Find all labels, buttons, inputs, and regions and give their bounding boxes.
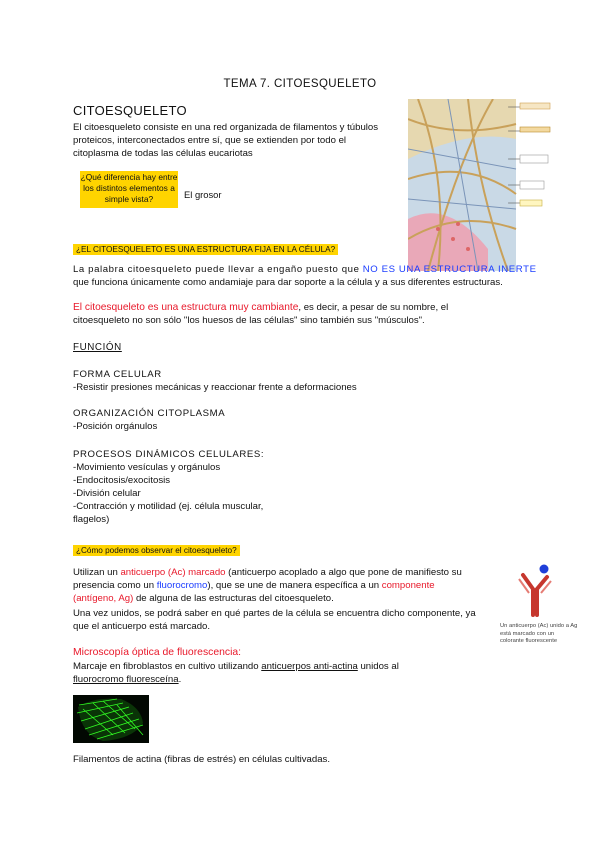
observar-line-2: presencia como un fluorocromo), que se une de manera específica a un componente xyxy=(73,580,435,591)
legend-swatch-2 xyxy=(520,127,550,132)
forma-celular-title: FORMA CELULAR xyxy=(73,369,162,380)
legend-swatch-3 xyxy=(520,155,548,163)
note-question-line-3: simple vista? xyxy=(104,194,154,204)
procesos-title: PROCESOS DINÁMICOS CELULARES: xyxy=(73,449,265,460)
procesos-item-4: -Contracción y motilidad (ej. célula muscular, xyxy=(73,501,264,512)
organizacion-title: ORGANIZACIÓN CITOPLASMA xyxy=(73,408,226,419)
procesos-item-1: -Movimiento vesículas y orgánulos xyxy=(73,462,221,473)
funcion-heading: FUNCIÓN xyxy=(73,342,122,353)
intro-line-3: citoplasma de todas las células eucariotas xyxy=(73,148,253,159)
procesos-item-2: -Endocitosis/exocitosis xyxy=(73,475,171,486)
fija-line-4: citoesqueleto no son sólo "los huesos de las células" sino también sus "músculos". xyxy=(73,315,425,326)
forma-celular-item: -Resistir presiones mecánicas y reaccionar frente a deformaciones xyxy=(73,382,357,393)
observar-line-3: (antígeno, Ag) de alguna de las estructuras del citoesqueleto. xyxy=(73,593,334,604)
observar-question: ¿Cómo podemos observar el citoesqueleto? xyxy=(73,543,240,556)
antibody-caption-line-2: está marcado con un xyxy=(500,630,555,637)
antibody-caption-line-1: Un anticuerpo (Ac) unido a Ag xyxy=(500,623,578,629)
antibody-illustration xyxy=(515,563,555,623)
citoesqueleto-heading: CITOESQUELETO xyxy=(73,103,187,118)
note-answer: El grosor xyxy=(184,189,222,200)
fija-line-2: que funciona únicamente como andamiaje para dar soporte a la célula y a sus diferentes estructuras. xyxy=(73,277,503,288)
legend-swatch-5 xyxy=(520,200,542,206)
procesos-item-3: -División celular xyxy=(73,488,141,499)
observar-line-1: Utilizan un anticuerpo (Ac) marcado (anticuerpo acoplado a algo que pone de manifiesto su xyxy=(73,567,462,578)
note-question-line-1: ¿Qué diferencia hay entre xyxy=(80,172,178,182)
note-question-box xyxy=(80,171,178,208)
intro-line-2: proteicos, interconectados entre sí, que se extienden por todo el xyxy=(73,135,347,146)
antibody-caption xyxy=(500,623,577,646)
page-title: TEMA 7. CITOESQUELETO xyxy=(223,78,377,90)
observar-line-5: que el anticuerpo está marcado. xyxy=(73,621,211,632)
microscopia-line-1: Marcaje en fibroblastos en cultivo utilizando anticuerpos anti-actina unidos al xyxy=(73,661,399,672)
micrograph-caption: Filamentos de actina (fibras de estrés) en células cultivadas. xyxy=(73,754,331,765)
antibody-caption-line-3: colorante fluorescente xyxy=(500,638,558,644)
fija-question: ¿EL CITOESQUELETO ES UNA ESTRUCTURA FIJA EN LA CÉLULA? xyxy=(73,242,338,255)
fija-line-3: El citoesqueleto es una estructura muy cambiante, es decir, a pesar de su nombre, el xyxy=(73,302,449,313)
microscopia-heading: Microscopía óptica de fluorescencia: xyxy=(73,647,242,658)
fluorochrome-dot xyxy=(540,565,549,574)
observar-line-4: Una vez unidos, se podrá saber en qué partes de la célula se encuentra dicho componente, ya xyxy=(73,608,476,619)
microscopia-line-2: fluorocromo fluoresceína. xyxy=(73,674,182,685)
legend-swatch-1 xyxy=(520,103,550,109)
legend-swatch-4 xyxy=(520,181,544,189)
procesos-item-5: flagelos) xyxy=(73,514,110,525)
fija-line-1: La palabra citoesqueleto puede llevar a engaño puesto que NO ES UNA ESTRUCTURA INERTE xyxy=(73,264,537,275)
intro-line-1: El citoesqueleto consiste en una red organizada de filamentos y túbulos xyxy=(73,122,379,133)
antibody-shape xyxy=(523,575,547,615)
note-question-line-2: los distintos elementos a xyxy=(83,183,175,193)
actin-fluorescence-micrograph xyxy=(73,695,149,743)
organizacion-item: -Posición orgánulos xyxy=(73,421,158,432)
cytoskeleton-illustration xyxy=(408,99,556,271)
